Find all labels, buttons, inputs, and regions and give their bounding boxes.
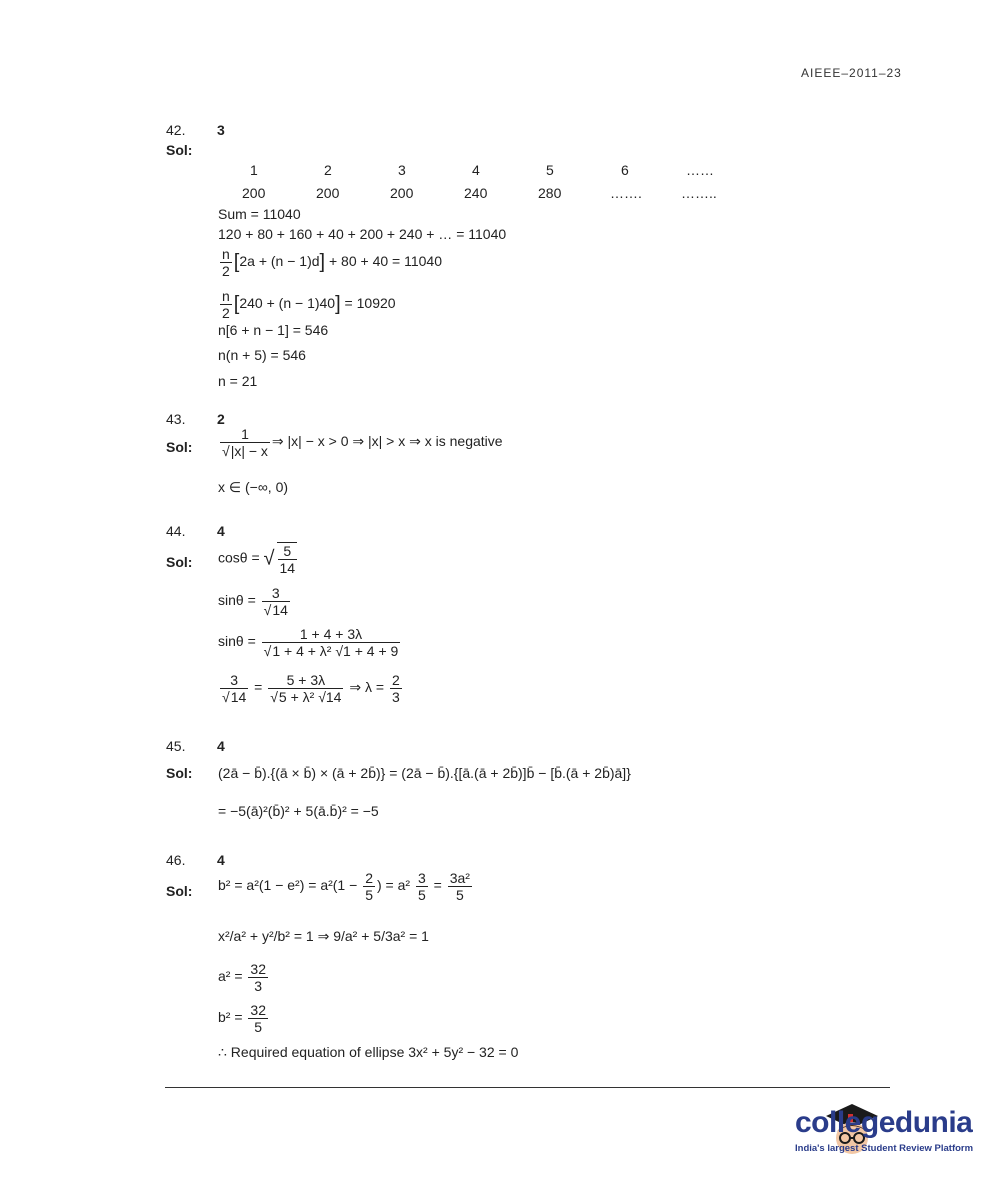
solution-line: $\frac{n}{2}$ [2a + (n − 1)d] + 80 + 40 = 11040	[222, 246, 442, 279]
series-index: 6	[621, 162, 629, 178]
solution-line: a² = $\frac{32}{3}$	[218, 961, 266, 994]
solution-line: sinθ = $\frac{3}{√14}$	[218, 585, 288, 618]
series-index: 3	[398, 162, 406, 178]
series-value: 200	[390, 185, 414, 201]
solution-line: n(n + 5) = 546	[218, 347, 306, 363]
solution-line: $\frac{n}{2}$ [240 + (n − 1)40] = 10920	[222, 288, 396, 321]
series-index: 1	[250, 162, 258, 178]
solution-line: n[6 + n − 1] = 546	[218, 322, 329, 338]
solution-line: $\frac{1}{√|x| - x}$ ⇒ |x| − x > 0 ⇒ |x| > x ⇒ x is negative	[222, 426, 503, 459]
question-number: 46.	[166, 852, 186, 868]
solution-label: Sol:	[166, 883, 193, 899]
solution-line: $\frac{3}{√14}$ = $\frac{5 + 3\lambda}{\text{√5 + λ² √14}}$ ⇒ λ = $\frac{2}{3}$	[222, 672, 400, 705]
solution-line: Sum = 11040	[218, 206, 301, 222]
question-number: 43.	[166, 411, 186, 427]
solution-line: x ∈ (−∞, 0)	[218, 479, 289, 495]
question-number: 42.	[166, 122, 186, 138]
series-index: 2	[324, 162, 332, 178]
solution-label: Sol:	[166, 554, 193, 570]
solution-line: x²/a² + y²/b² = 1 ⇒ 9/a² + 5/3a² = 1	[218, 928, 429, 944]
answer: 2	[217, 411, 225, 427]
brand-tagline: India's largest Student Review Platform	[795, 1143, 974, 1154]
question-number: 45.	[166, 738, 186, 754]
series-index: 4	[472, 162, 480, 178]
series-value: …….	[610, 185, 642, 201]
answer: 4	[217, 852, 225, 868]
solution-line: (2ā − b̄).{(ā × b̄) × (ā + 2b̄)} = (2ā − b̄).{[ā.(ā + 2b̄)]b̄ − [b̄.(ā + 2b̄)ā]}	[218, 765, 631, 781]
solution-line: = −5(ā)²(b̄)² + 5(ā.b̄)² = −5	[218, 803, 379, 819]
series-value: 200	[242, 185, 266, 201]
page-header-code: AIEEE–2011–23	[801, 66, 902, 80]
question-number: 44.	[166, 523, 186, 539]
series-value: 280	[538, 185, 562, 201]
solution-label: Sol:	[166, 765, 193, 781]
answer: 4	[217, 523, 225, 539]
footer-rule	[165, 1087, 890, 1088]
answer: 3	[217, 122, 225, 138]
series-value: ……..	[681, 185, 717, 201]
solution-label: Sol:	[166, 439, 193, 455]
solution-line: b² = a²(1 − e²) = a²(1 − $\frac{2}{5}$ ) = a² $\frac{3}{5}$ = $\frac{\text{3a²}}{5}$	[218, 870, 470, 903]
series-index: ……	[686, 162, 714, 178]
solution-line: n = 21	[218, 373, 258, 389]
brand-name: collegedunia	[795, 1106, 973, 1139]
series-value: 240	[464, 185, 488, 201]
solution-line: 120 + 80 + 160 + 40 + 200 + 240 + … = 11040	[218, 226, 507, 242]
solution-line: sinθ = $\frac{1 + 4 + 3\lambda}{\text{√1 + 4 + λ² √1 + 4 + 9}}$	[218, 626, 399, 659]
solution-line: ∴ Required equation of ellipse 3x² + 5y² − 32 = 0	[218, 1044, 519, 1060]
series-value: 200	[316, 185, 340, 201]
solution-label: Sol:	[166, 142, 193, 158]
solution-line: b² = $\frac{32}{5}$	[218, 1002, 266, 1035]
solution-line: cosθ = √ $\frac{5}{14}$	[218, 543, 296, 576]
answer: 4	[217, 738, 225, 754]
series-index: 5	[546, 162, 554, 178]
